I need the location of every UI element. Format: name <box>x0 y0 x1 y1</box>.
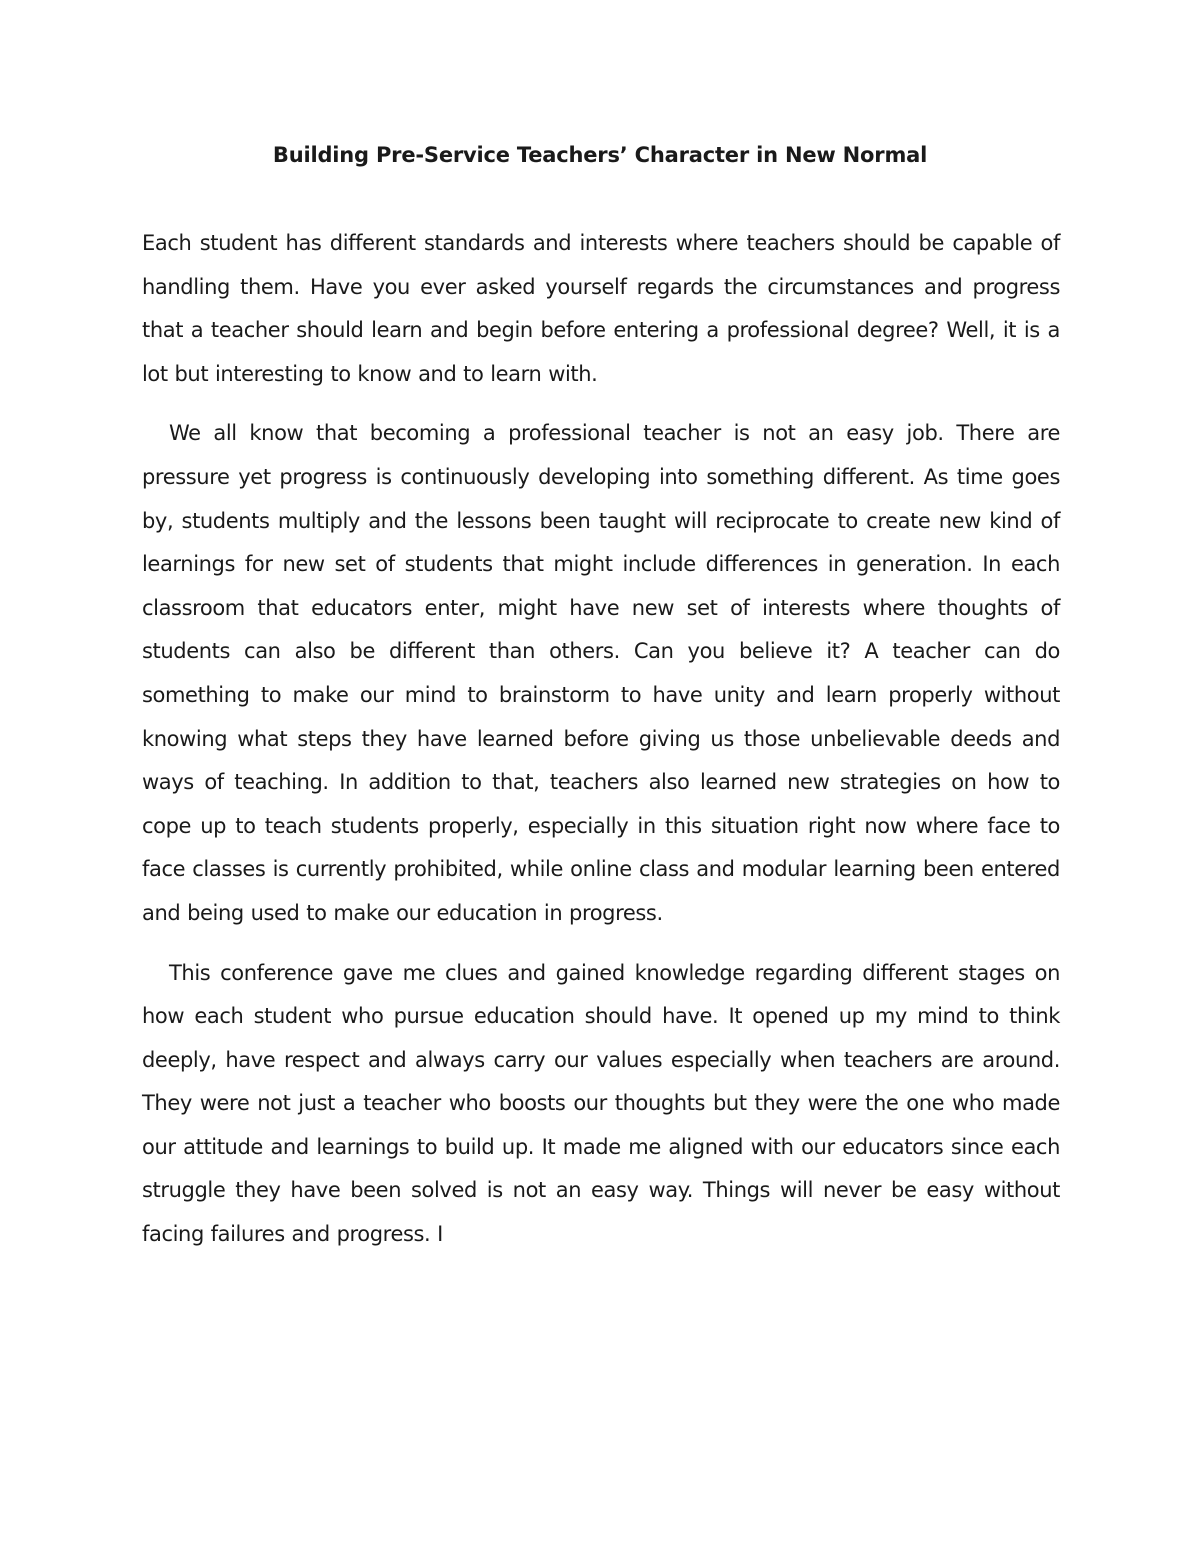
paragraph-conference: This conference gave me clues and gained knowledge regarding different stages on how each student who pursue education should have. It opened up my mind to think deeply, have respect and always carry our values especially when teachers are around. They were not just a teacher who boosts our thoughts but they were the one who made our attitude and learnings to build up. It made me aligned with our educators since each struggle they have been solved is not an easy way. Things will never be easy without facing failures and progress. I <box>142 960 1060 1247</box>
document-body <box>142 222 1060 1257</box>
paragraph-professional-teacher: We all know that becoming a professional teacher is not an easy job. There are pressure yet progress is continuously developing into something different. As time goes by, students multiply and the lessons been taught will reciprocate to create new kind of learnings for new set of students that might include differences in generation. In each classroom that educators enter, might have new set of interests where thoughts of students can also be different than others. Can you believe it? A teacher can do something to make our mind to brainstorm to have unity and learn properly without knowing what steps they have learned before giving us those unbelievable deeds and ways of teaching. In addition to that, teachers also learned new strategies on how to cope up to teach students properly, especially in this situation right now where face to face classes is currently prohibited, while online class and modular learning been entered and being used to make our education in progress. <box>142 421 1060 925</box>
paragraph-intro: Each student has different standards and interests where teachers should be capable of handling them. Have you ever asked yourself regards the circumstances and progress that a teacher should learn and begin before entering a professional degree? Well, it is a lot but interesting to know and to learn with. <box>142 231 1060 386</box>
document-title: Building Pre-Service Teachers’ Character in New Normal <box>272 143 928 167</box>
